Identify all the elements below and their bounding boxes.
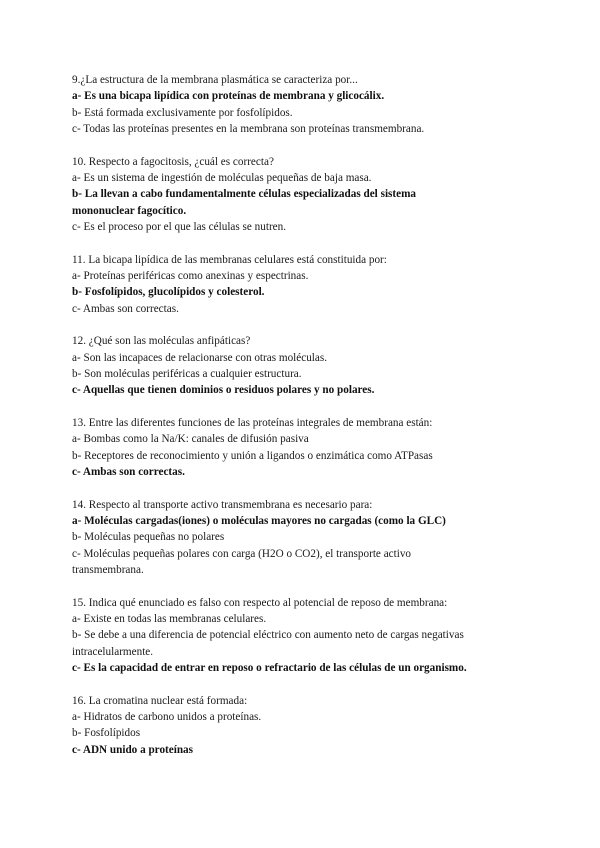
question-stem: 10. Respecto a fagocitosis, ¿cuál es correcta? [72,155,274,168]
answer-option: c- Es el proceso por el que las células se nutren. [72,220,287,233]
question-stem: 12. ¿Qué son las moléculas anfipáticas? [72,335,251,348]
answer-option-correct: c- ADN unido a proteínas [72,743,194,756]
answer-option-correct: c- Aquellas que tienen dominios o residuos polares y no polares. [72,384,375,397]
answer-option: b- Está formada exclusivamente por fosfolípidos. [72,106,293,119]
question-stem: 14. Respecto al transporte activo transmembrana es necesario para: [72,498,373,511]
answer-option-correct: a- Moléculas cargadas(iones) o moléculas mayores no cargadas (como la GLC) [72,515,446,528]
question-block-13 [72,415,530,480]
answer-option: b- Receptores de reconocimiento y unión a ligandos o enzimática como ATPasas [72,449,433,462]
question-block-11 [72,252,530,317]
question-stem: 16. La cromatina nuclear está formada: [72,694,248,707]
question-block-10 [72,154,530,235]
question-stem: 13. Entre las diferentes funciones de las proteínas integrales de membrana están: [72,417,433,430]
question-block-14 [72,497,530,578]
answer-option-correct: b- Fosfolípidos, glucolípidos y colesterol. [72,286,265,299]
answer-option: c- Ambas son correctas. [72,302,179,315]
answer-option: a- Son las incapaces de relacionarse con otras moléculas. [72,351,328,364]
answer-option-correct: c- Ambas son correctas. [72,465,185,478]
answer-option: b- Son moléculas periféricas a cualquier estructura. [72,367,302,380]
answer-option: a- Hidratos de carbono unidos a proteínas. [72,711,262,723]
answer-option: b- Moléculas pequeñas no polares [72,531,225,544]
question-block-12 [72,333,530,398]
answer-option-correct: c- Es la capacidad de entrar en reposo o refractario de las células de un organismo. [72,661,467,674]
answer-option-correct: a- Es una bicapa lipídica con proteínas de membrana y glicocálix. [72,90,385,103]
question-block-16 [72,693,530,758]
answer-option: a- Existe en todas las membranas celulares. [72,613,267,626]
answer-option: a- Proteínas periféricas como anexinas y espectrinas. [72,269,309,282]
answer-option-correct: b- La llevan a cabo fundamentalmente células especializadas del sistema mononuclear fagocítico. [72,188,417,217]
answer-option: c- Todas las proteínas presentes en la membrana son proteínas transmembrana. [72,122,425,135]
answer-option: c- Moléculas pequeñas polares con carga (H2O o CO2), el transporte activo transmembrana. [72,547,412,576]
question-stem: 9.¿La estructura de la membrana plasmática se caracteriza por... [72,74,358,86]
answer-option: a- Es un sistema de ingestión de moléculas pequeñas de baja masa. [72,171,372,184]
question-stem: 11. La bicapa lipídica de las membranas celulares está constituida por: [72,253,387,266]
question-block-15 [72,595,530,676]
answer-option: b- Se debe a una diferencia de potencial eléctrico con aumento neto de cargas negativas intracelularmente. [72,629,464,658]
answer-option: b- Fosfolípidos [72,727,141,740]
answer-option: a- Bombas como la Na/K: canales de difusión pasiva [72,433,309,446]
question-block-9 [72,72,530,137]
question-stem: 15. Indica qué enunciado es falso con respecto al potencial de reposo de membrana: [72,596,448,609]
